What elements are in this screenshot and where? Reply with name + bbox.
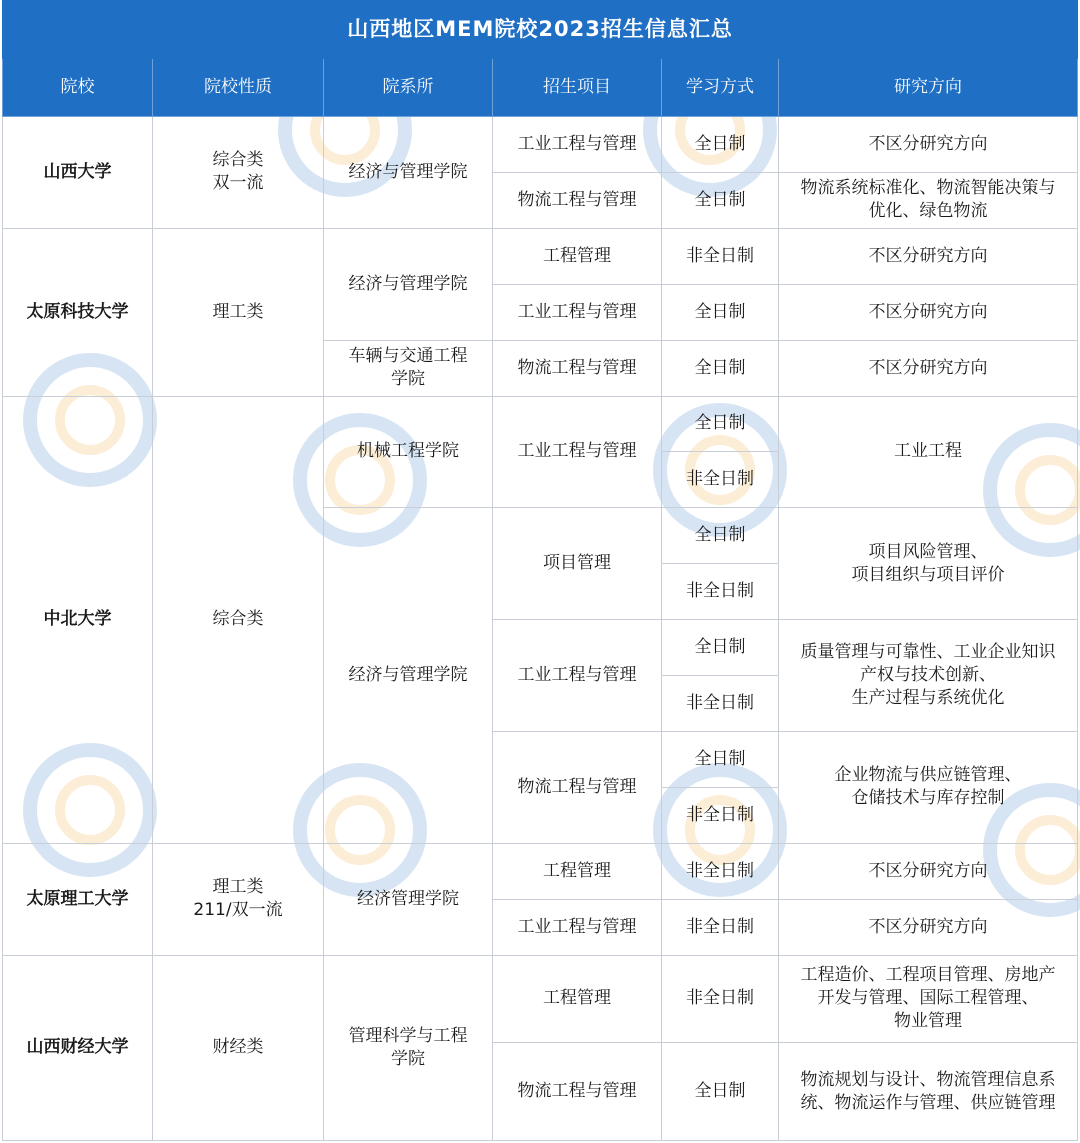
study-mode: 全日制 xyxy=(662,340,779,396)
research-direction: 工业工程 xyxy=(779,396,1078,508)
research-direction xyxy=(779,508,1078,620)
study-mode: 非全日制 xyxy=(662,564,779,620)
study-mode: 全日制 xyxy=(662,1043,779,1141)
department: 经济与管理学院 xyxy=(324,508,493,844)
table-row xyxy=(3,116,1078,172)
table-title: 山西地区MEM院校2023招生信息汇总 xyxy=(3,1,1078,59)
table-row xyxy=(3,228,1078,284)
program: 工业工程与管理 xyxy=(493,620,662,732)
header-research-direction: 研究方向 xyxy=(779,58,1078,116)
study-mode: 全日制 xyxy=(662,172,779,228)
research-direction: 不区分研究方向 xyxy=(779,340,1078,396)
direction-line: 产权与技术创新、 xyxy=(860,665,997,686)
study-mode: 非全日制 xyxy=(662,228,779,284)
nature-line: 211/双一流 xyxy=(193,900,283,921)
header-school: 院校 xyxy=(3,58,153,116)
research-direction: 不区分研究方向 xyxy=(779,116,1078,172)
nature-line: 双一流 xyxy=(212,173,264,194)
header-program: 招生项目 xyxy=(493,58,662,116)
study-mode: 全日制 xyxy=(662,284,779,340)
department: 机械工程学院 xyxy=(324,396,493,508)
school-nature: 理工类 xyxy=(153,228,324,396)
department: 经济管理学院 xyxy=(324,843,493,955)
school-name: 太原科技大学 xyxy=(3,228,153,396)
table-row xyxy=(3,396,1078,452)
school-name: 中北大学 xyxy=(3,396,153,843)
program: 工程管理 xyxy=(493,955,662,1042)
program: 物流工程与管理 xyxy=(493,732,662,844)
study-mode: 非全日制 xyxy=(662,452,779,508)
direction-line: 项目组织与项目评价 xyxy=(851,564,1005,585)
program: 物流工程与管理 xyxy=(493,172,662,228)
study-mode: 非全日制 xyxy=(662,955,779,1042)
school-name: 山西大学 xyxy=(3,116,153,228)
table-row xyxy=(3,955,1078,1042)
program: 工程管理 xyxy=(493,228,662,284)
direction-line: 企业物流与供应链管理、 xyxy=(834,765,1022,786)
direction-line: 工程造价、工程项目管理、房地产 xyxy=(800,965,1056,986)
header-nature: 院校性质 xyxy=(153,58,324,116)
school-name: 太原理工大学 xyxy=(3,843,153,955)
department xyxy=(324,340,493,396)
school-name: 山西财经大学 xyxy=(3,955,153,1140)
direction-line: 优化、绿色物流 xyxy=(868,201,988,222)
department-line: 管理科学与工程 xyxy=(348,1025,468,1046)
title-row xyxy=(3,1,1078,59)
direction-line: 物流系统标准化、物流智能决策与 xyxy=(800,178,1056,199)
header-row xyxy=(3,58,1078,116)
study-mode: 非全日制 xyxy=(662,843,779,899)
department-line: 学院 xyxy=(391,369,425,390)
program: 工业工程与管理 xyxy=(493,396,662,508)
school-nature xyxy=(153,116,324,228)
study-mode: 全日制 xyxy=(662,620,779,676)
study-mode: 全日制 xyxy=(662,732,779,788)
direction-line: 物业管理 xyxy=(894,1011,963,1032)
research-direction xyxy=(779,732,1078,844)
program: 项目管理 xyxy=(493,508,662,620)
department xyxy=(324,955,493,1140)
study-mode: 非全日制 xyxy=(662,899,779,955)
study-mode: 全日制 xyxy=(662,116,779,172)
direction-line: 质量管理与可靠性、工业企业知识 xyxy=(800,642,1056,663)
department: 经济与管理学院 xyxy=(324,228,493,340)
study-mode: 全日制 xyxy=(662,508,779,564)
table-row xyxy=(3,843,1078,899)
research-direction xyxy=(779,955,1078,1042)
research-direction: 不区分研究方向 xyxy=(779,228,1078,284)
department-line: 学院 xyxy=(391,1048,425,1069)
admissions-table xyxy=(2,0,1078,1141)
school-nature: 财经类 xyxy=(153,955,324,1140)
direction-line: 生产过程与系统优化 xyxy=(851,688,1005,709)
school-nature: 综合类 xyxy=(153,396,324,843)
research-direction: 不区分研究方向 xyxy=(779,284,1078,340)
direction-line: 开发与管理、国际工程管理、 xyxy=(817,988,1039,1009)
program: 工程管理 xyxy=(493,843,662,899)
department-line: 车辆与交通工程 xyxy=(348,346,468,367)
research-direction xyxy=(779,1043,1078,1141)
study-mode: 非全日制 xyxy=(662,787,779,843)
nature-line: 综合类 xyxy=(212,150,264,171)
research-direction xyxy=(779,172,1078,228)
direction-line: 项目风险管理、 xyxy=(868,541,988,562)
nature-line: 理工类 xyxy=(212,877,264,898)
header-study-mode: 学习方式 xyxy=(662,58,779,116)
study-mode: 非全日制 xyxy=(662,676,779,732)
header-department: 院系所 xyxy=(324,58,493,116)
direction-line: 仓储技术与库存控制 xyxy=(851,788,1005,809)
program: 物流工程与管理 xyxy=(493,340,662,396)
program: 物流工程与管理 xyxy=(493,1043,662,1141)
study-mode: 全日制 xyxy=(662,396,779,452)
research-direction: 不区分研究方向 xyxy=(779,843,1078,899)
direction-line: 统、物流运作与管理、供应链管理 xyxy=(800,1092,1056,1113)
program: 工业工程与管理 xyxy=(493,899,662,955)
department: 经济与管理学院 xyxy=(324,116,493,228)
program: 工业工程与管理 xyxy=(493,284,662,340)
research-direction xyxy=(779,620,1078,732)
direction-line: 物流规划与设计、物流管理信息系 xyxy=(800,1069,1056,1090)
school-nature xyxy=(153,843,324,955)
program: 工业工程与管理 xyxy=(493,116,662,172)
research-direction: 不区分研究方向 xyxy=(779,899,1078,955)
